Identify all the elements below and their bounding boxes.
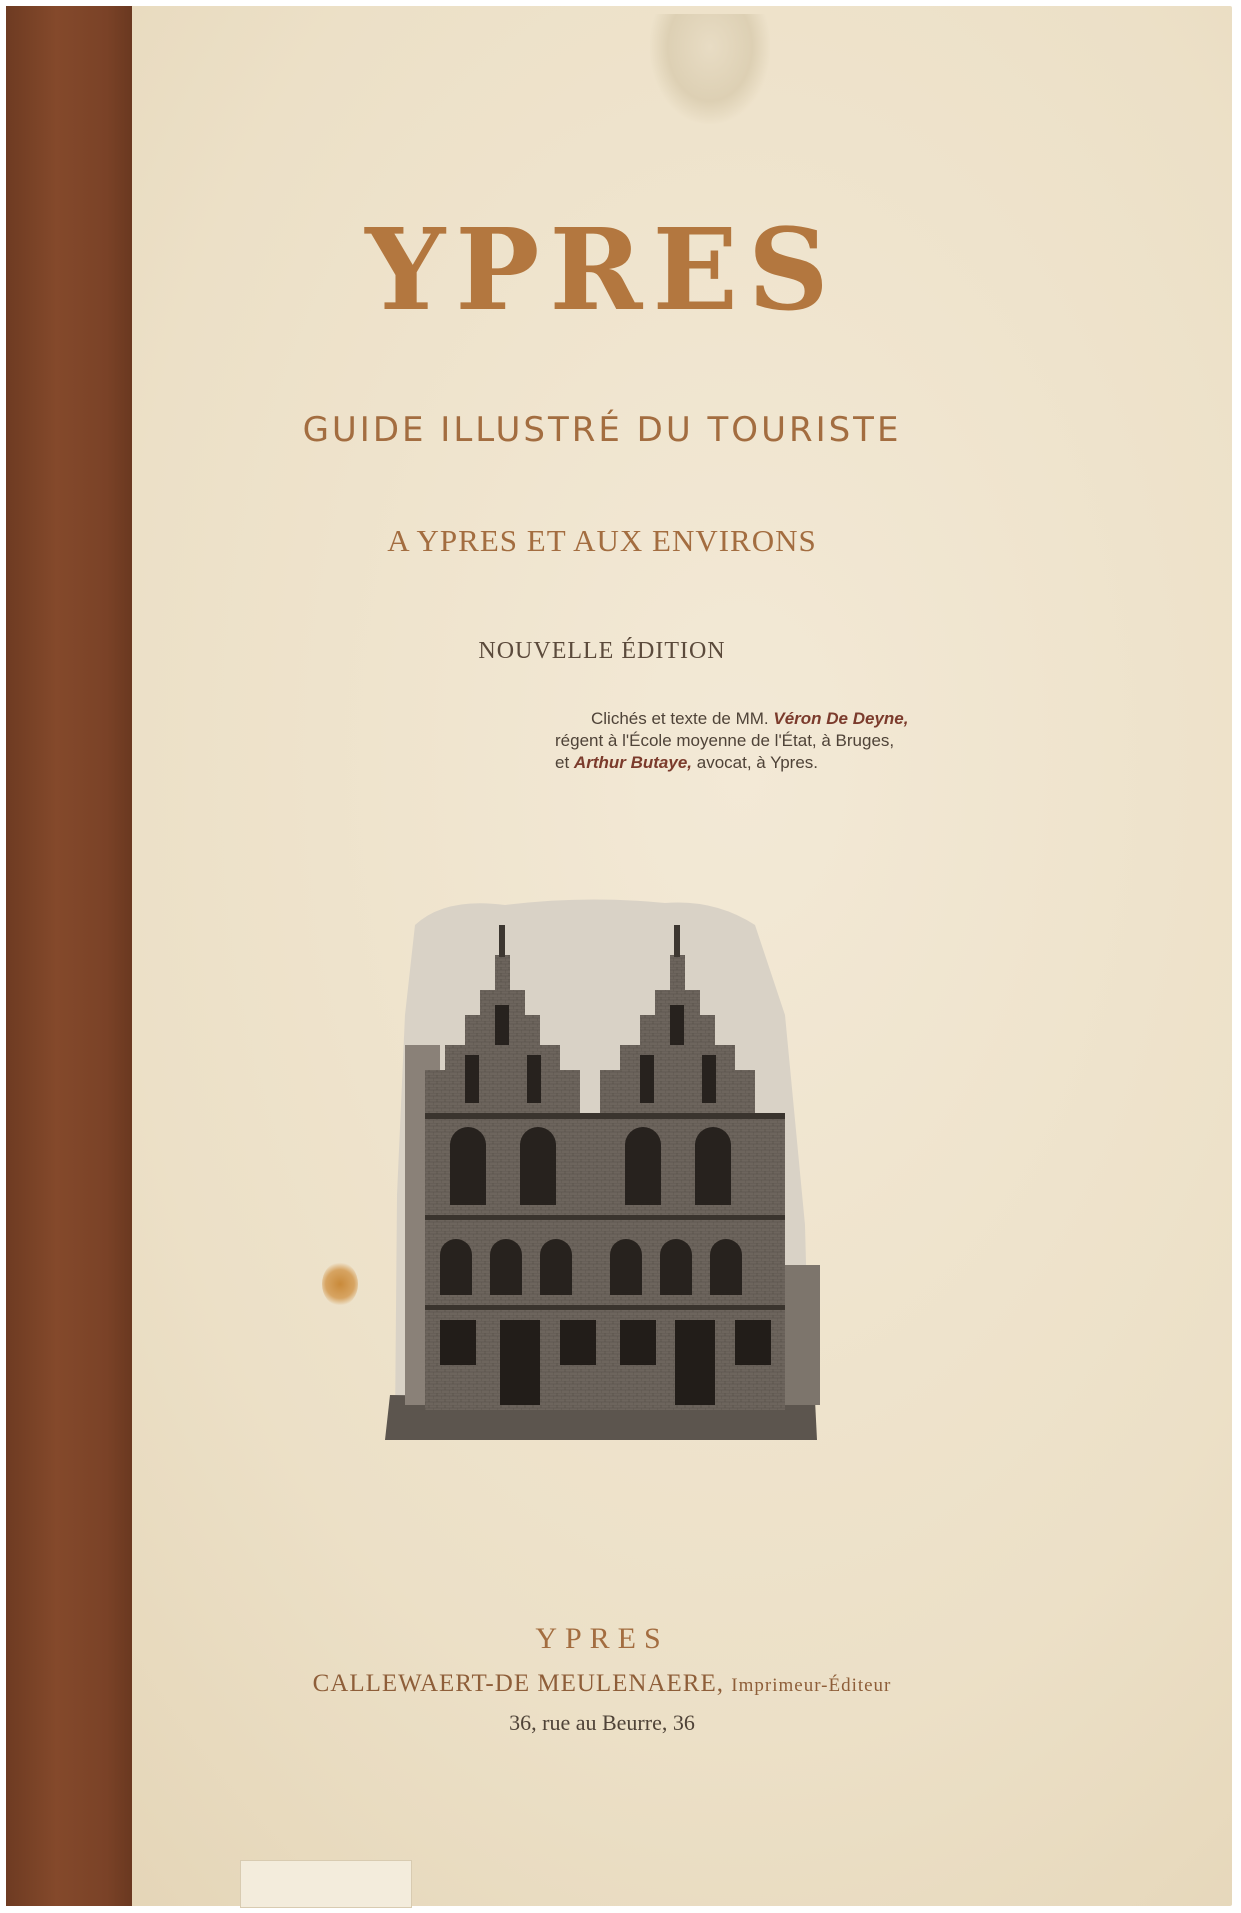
credits-line-3 xyxy=(555,752,1015,774)
cover-title: YPRES xyxy=(365,205,839,336)
publisher-line xyxy=(132,1670,1072,1698)
torn-edge xyxy=(650,14,770,124)
author-name-1: Véron De Deyne, xyxy=(773,709,909,728)
building-illustration xyxy=(385,895,820,1440)
publisher-role: Imprimeur-Éditeur xyxy=(731,1675,892,1696)
publisher-address: 36, rue au Beurre, 36 xyxy=(509,1710,695,1735)
author-name-2: Arthur Butaye, xyxy=(573,753,692,772)
publisher-name: CALLEWAERT-DE MEULENAERE, xyxy=(312,1670,725,1697)
credits-and: et xyxy=(555,753,570,772)
credits-line-2: régent à l'École moyenne de l'État, à Bruges, xyxy=(555,731,895,750)
cover-subtitle-location: A YPRES ET AUX ENVIRONS xyxy=(387,523,817,558)
credits-suffix: avocat, à Ypres. xyxy=(696,753,819,772)
credits-block xyxy=(555,708,1015,774)
library-label-patch xyxy=(240,1860,412,1908)
book-spine xyxy=(6,6,132,1906)
edition-label: NOUVELLE ÉDITION xyxy=(478,638,726,664)
credits-line-1 xyxy=(555,708,1015,730)
foxing-stain xyxy=(322,1262,358,1306)
footer-city: YPRES xyxy=(535,1622,669,1655)
cover-subtitle: GUIDE ILLUSTRÉ DU TOURISTE xyxy=(302,410,902,450)
credits-prefix: Clichés et texte de MM. xyxy=(591,709,769,728)
